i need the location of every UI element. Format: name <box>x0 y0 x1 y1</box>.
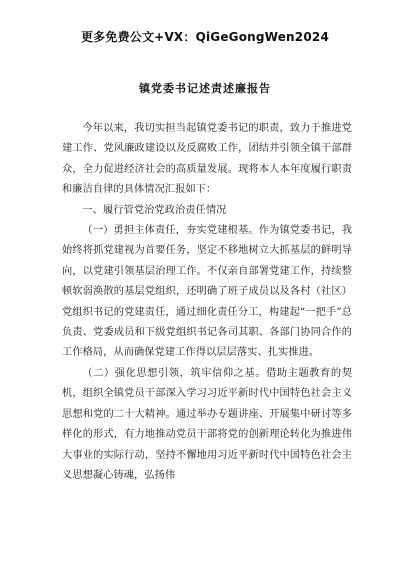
section-heading: 一、履行管党治党政治责任情况 <box>82 204 227 216</box>
body-paragraph: （二）强化思想引领，筑牢信仰之基。借助主题教育的契机，组织全镇党员干部深入学习习近平新时代中国特色社会主义思想和党的二十大精神。通过举办专题讲座、开展集中研讨等多样化的形式，有力地推动党员干部将党的创新理论转化为推进伟大事业的实际行动，坚持不懈地用习近平新时代中国特色社会主义思想凝心铸魂，弘扬伟 <box>62 367 352 481</box>
document-body <box>62 119 352 486</box>
body-paragraph: （一）勇担主体责任，夯实党建根基。作为镇党委书记，我始终将抓党建视为首要任务，坚定不移地树立大抓基层的鲜明导向，以党建引领基层治理工作。不仅亲自部署党建工作，持续整顿软弱涣散的基层党组织，还明确了班子成员以及各村（社区）党组织书记的党建责任，通过细化责任分工，构建起“一把手”总负责、党委成员和下级党组织书记各司其职、各部门协同合作的工作格局，从而确保党建工作得以层层落实、扎实推进。 <box>62 225 352 359</box>
document-title: 镇党委书记述责述廉报告 <box>139 82 271 95</box>
intro-paragraph: 今年以来，我切实担当起镇党委书记的职责，致力于推进党建工作、党风廉政建设以及反腐败工作，团结并引领全镇干部群众，全力促进经济社会的高质量发展。现将本人本年度履行职责和廉洁自律的具体情况汇报如下： <box>62 123 352 196</box>
watermark-text: 更多免费公文+VX：QiGeGongWen2024 <box>80 30 329 44</box>
